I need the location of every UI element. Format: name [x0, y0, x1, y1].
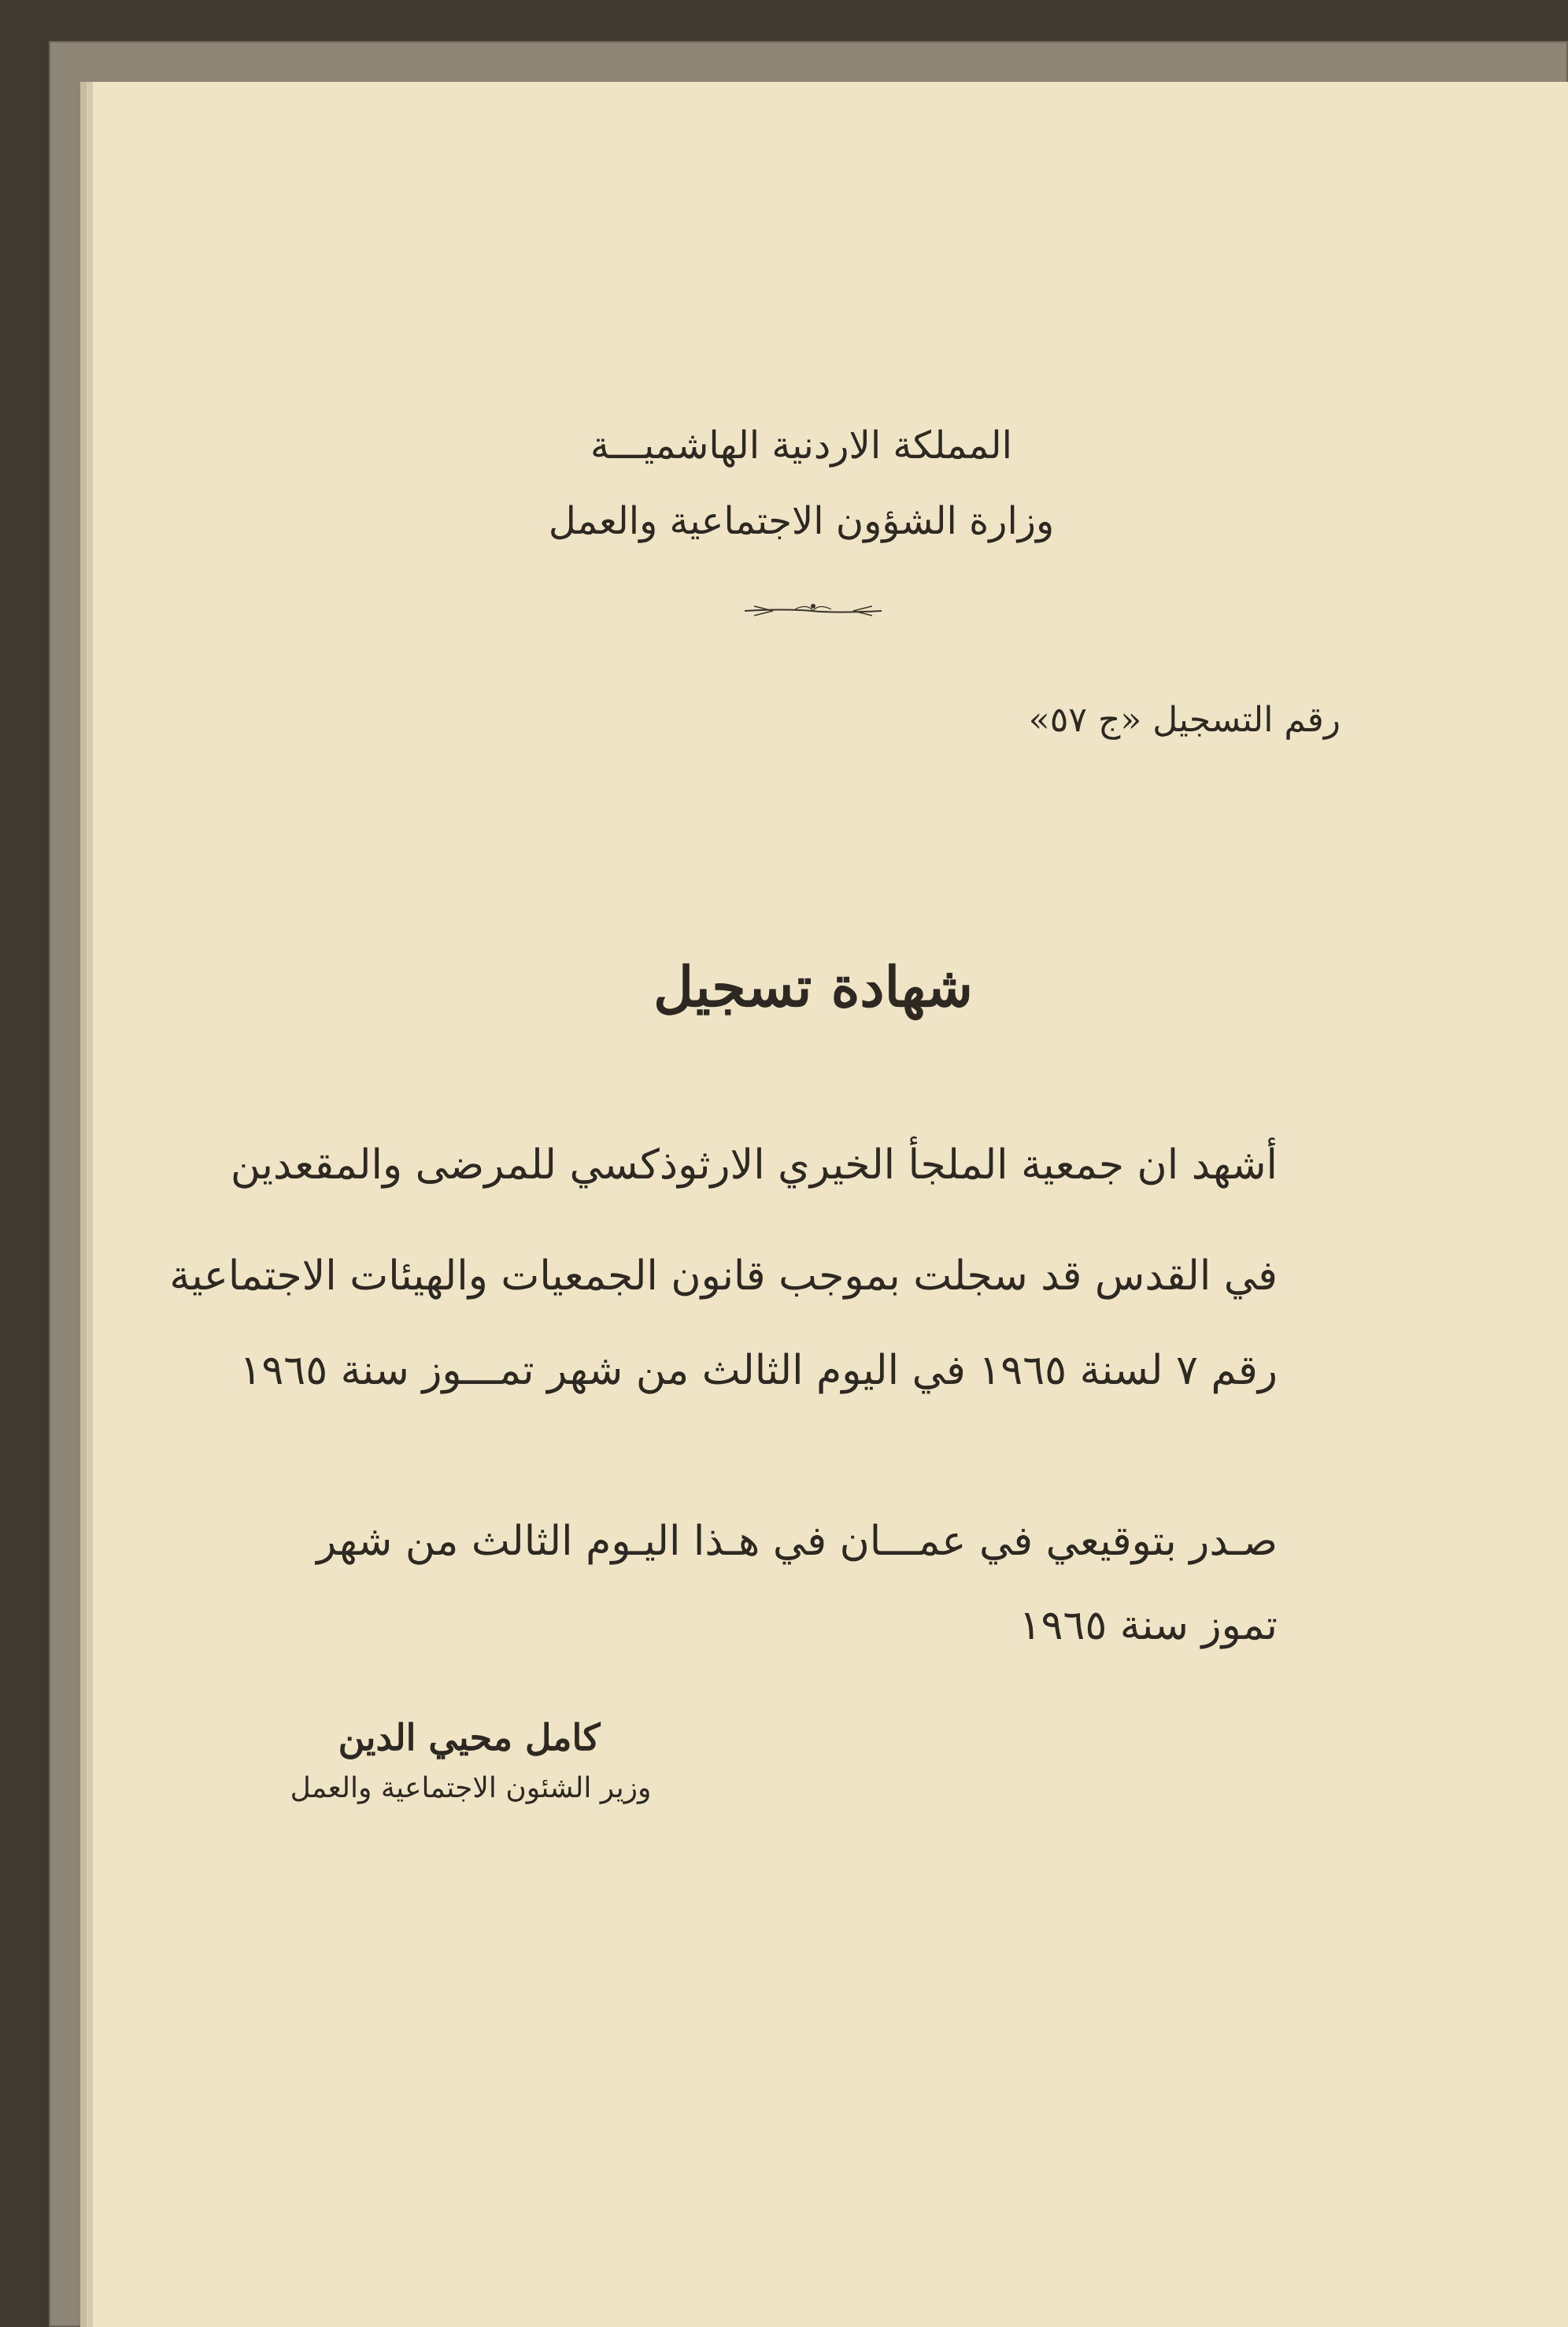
- certificate-title: شهادة تسجيل: [653, 954, 973, 1019]
- registration-number: رقم التسجيل «ج ٥٧»: [1028, 700, 1341, 740]
- certificate-body-line-5: تموز سنة ١٩٦٥: [1019, 1602, 1278, 1649]
- ministry-heading: وزارة الشؤون الاجتماعية والعمل: [548, 499, 1055, 543]
- certificate-body-line-4: صـدر بتوقيعي في عمـــان في هـذا اليـوم الثالث من شهر: [316, 1518, 1278, 1565]
- certificate-body-line-3: رقم ٧ لسنة ١٩٦٥ في اليوم الثالث من شهر تمـــوز سنة ١٩٦٥: [239, 1347, 1278, 1394]
- certificate-body-line-1: أشهد ان جمعية الملجأ الخيري الارثوذكسي للمرضى والمقعدين: [230, 1141, 1278, 1189]
- certificate-body-line-2: في القدس قد سجلت بموجب قانون الجمعيات والهيئات الاجتماعية: [169, 1252, 1278, 1300]
- decorative-divider-icon: [738, 595, 888, 627]
- signatory-title: وزير الشئون الاجتماعية والعمل: [290, 1772, 652, 1804]
- kingdom-heading: المملكة الاردنية الهاشميـــة: [590, 424, 1013, 468]
- certificate-page: [93, 82, 1568, 2327]
- signatory-name: كامل محيي الدين: [338, 1716, 601, 1759]
